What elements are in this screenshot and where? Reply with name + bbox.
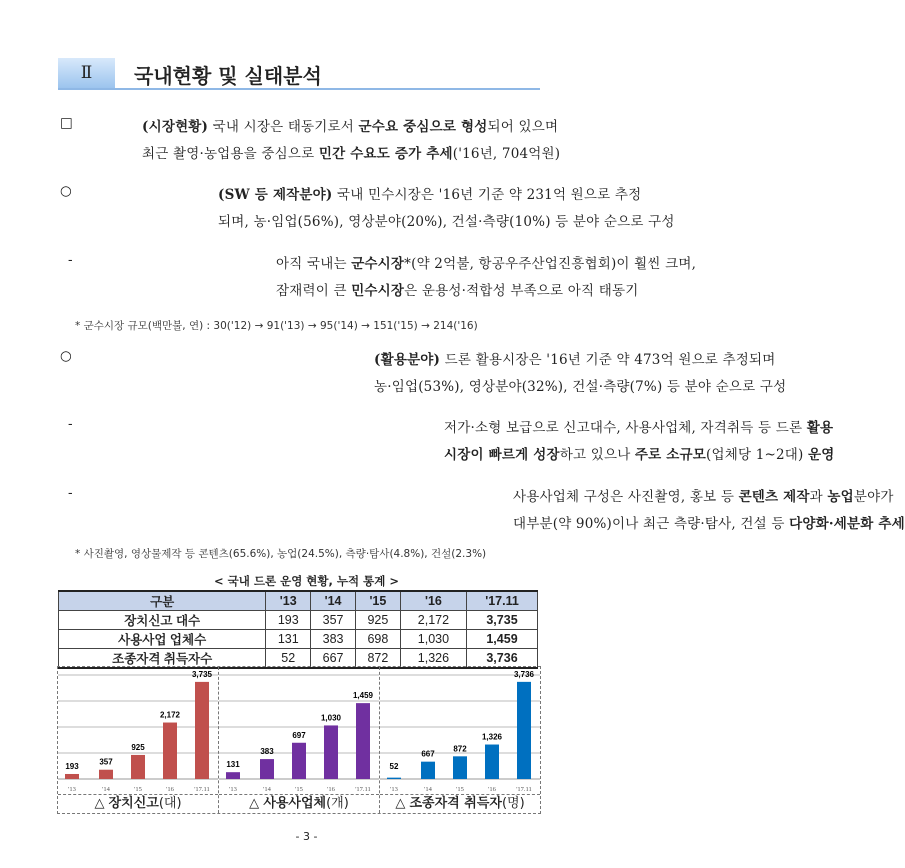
chart-title-text: 장치신고 [108, 796, 159, 811]
bar-chart [58, 667, 218, 794]
chart-title [219, 794, 379, 813]
bar [226, 772, 240, 779]
data-label: 1,030 [320, 713, 342, 723]
bar [387, 778, 401, 779]
bold-text: 시장이 빠르게 성장 [444, 447, 560, 463]
table-cell: 1,459 [467, 630, 538, 649]
x-tick-label: '16 [166, 786, 174, 793]
x-tick-label: '17.11 [516, 786, 532, 793]
bar [195, 682, 209, 779]
row-label: 조종자격 취득자수 [59, 649, 266, 669]
page-number: - 3 - [295, 830, 318, 843]
triangle-icon: △ [395, 796, 406, 811]
data-label: 667 [421, 749, 435, 759]
column-header: '13 [266, 591, 311, 611]
x-tick-label: '17.11 [194, 786, 210, 793]
chart-title-text: (명) [501, 796, 525, 811]
bold-text: 다양화·세분화 추세 [789, 516, 905, 532]
bar [260, 759, 274, 779]
paragraph-line [513, 512, 905, 532]
table-cell: 193 [266, 611, 311, 630]
x-tick-label: '15 [134, 786, 142, 793]
x-tick-label: '14 [263, 786, 271, 793]
bar [131, 755, 145, 779]
bold-text: (시장현황) [142, 119, 209, 135]
bold-text: (활용분야) [374, 352, 441, 368]
section-title: 국내현황 및 실태분석 [134, 64, 322, 88]
data-label: 697 [292, 730, 306, 740]
data-label: 193 [65, 761, 79, 771]
bar [517, 682, 531, 779]
column-header: '17.11 [467, 591, 538, 611]
triangle-icon: △ [249, 796, 260, 811]
bold-text: (SW 등 제작분야) [218, 187, 333, 203]
x-tick-label: '13 [390, 786, 398, 793]
text: (업체당 1~2대) [706, 447, 809, 463]
bar-chart [219, 667, 379, 794]
text: 국내 시장은 태동기로서 [208, 119, 359, 135]
chart-title-text: 사용사업체 [263, 796, 327, 811]
chart-title [380, 794, 540, 813]
text: 은 운용성·적합성 부족으로 아직 태동기 [404, 283, 639, 299]
table-caption: < 국내 드론 운영 현황, 누적 통계 > [214, 574, 399, 588]
table-row [59, 611, 538, 630]
paragraph-line [218, 210, 675, 230]
bar-chart-panel [58, 667, 219, 813]
table-cell: 3,735 [467, 611, 538, 630]
row-label: 사용사업 업체수 [59, 630, 266, 649]
x-tick-label: '13 [68, 786, 76, 793]
text: 하고 있으나 [559, 447, 635, 463]
bar [324, 725, 338, 779]
bar [163, 723, 177, 779]
paragraph-line [444, 416, 833, 436]
paragraph-line [444, 443, 835, 463]
table-cell: 357 [311, 611, 356, 630]
bullet-marker: - [68, 252, 73, 268]
section-number: Ⅱ [58, 58, 115, 88]
drone-stats-table [58, 590, 538, 669]
table-cell: 3,736 [467, 649, 538, 669]
table-cell: 667 [311, 649, 356, 669]
table-row [59, 630, 538, 649]
bold-text: 민간 수요도 증가 추세 [318, 146, 453, 162]
table-cell: 52 [266, 649, 311, 669]
x-tick-label: '16 [488, 786, 496, 793]
bar-chart [380, 667, 540, 794]
table-cell: 925 [355, 611, 400, 630]
bold-text: 농업 [827, 489, 854, 505]
data-label: 2,172 [159, 710, 181, 720]
paragraph-line [513, 485, 894, 505]
x-tick-label: '13 [229, 786, 237, 793]
table-cell: 383 [311, 630, 356, 649]
data-label: 925 [131, 742, 145, 752]
bold-text: 활용 [806, 420, 834, 436]
table-cell: 872 [355, 649, 400, 669]
row-label: 장치신고 대수 [59, 611, 266, 630]
charts-container [57, 666, 541, 814]
bar-chart-panel [380, 667, 540, 813]
bar [356, 703, 370, 779]
bullet-marker: ○ [60, 348, 72, 364]
text: 대부분(약 90%)이나 최근 측량·탐사, 건설 등 [513, 516, 790, 532]
table-cell: 2,172 [400, 611, 466, 630]
bar-chart-panel [219, 667, 380, 813]
chart-title [58, 794, 218, 813]
text: 농·임업(53%), 영상분야(32%), 건설·측량(7%) 등 분야 순으로 구성 [374, 379, 787, 395]
text: 사용사업체 구성은 사진촬영, 홍보 등 [513, 489, 739, 505]
bar [292, 743, 306, 779]
chart-title-text: 조종자격 취득자 [409, 796, 502, 811]
x-tick-label: '15 [456, 786, 464, 793]
bar [453, 756, 467, 779]
data-label: 1,326 [481, 732, 503, 742]
x-tick-label: '16 [327, 786, 335, 793]
bold-text: 군수요 중심으로 형성 [358, 119, 488, 135]
text: 되어 있으며 [487, 119, 559, 135]
data-label: 1,459 [352, 691, 374, 701]
text: 분야가 [853, 489, 894, 505]
data-label: 383 [260, 747, 274, 757]
data-label: 357 [99, 757, 113, 767]
column-header: '16 [400, 591, 466, 611]
data-label: 872 [453, 744, 467, 754]
paragraph-line [374, 348, 776, 368]
paragraph-line [142, 115, 558, 135]
bullet-marker: - [68, 485, 73, 501]
bold-text: 운영 [808, 447, 835, 463]
text: 잠재력이 큰 [276, 283, 352, 299]
bar [485, 745, 499, 779]
bar [99, 770, 113, 779]
table-cell: 698 [355, 630, 400, 649]
text: ('16년, 704억원) [452, 146, 561, 162]
table-cell: 1,030 [400, 630, 466, 649]
text: 드론 활용시장은 '16년 기준 약 473억 원으로 추정되며 [440, 352, 776, 368]
data-label: 3,736 [513, 669, 535, 679]
x-tick-label: '17.11 [355, 786, 371, 793]
text: 아직 국내는 [276, 256, 352, 272]
text: 저가·소형 보급으로 신고대수, 사용사업체, 자격취득 등 드론 [444, 420, 807, 436]
bullet-marker: - [68, 416, 73, 432]
x-tick-label: '14 [102, 786, 110, 793]
data-label: 3,735 [191, 669, 213, 679]
text: 최근 촬영·농업용을 중심으로 [142, 146, 319, 162]
x-tick-label: '14 [424, 786, 432, 793]
paragraph-line [276, 279, 638, 299]
bar [65, 774, 79, 779]
paragraph-line [142, 142, 560, 162]
chart-title-text: (대) [158, 796, 182, 811]
chart-title-text: (개) [326, 796, 349, 811]
bar [421, 762, 435, 779]
column-header: 구분 [59, 591, 266, 611]
bullet-marker: ○ [60, 183, 72, 199]
paragraph-line [374, 375, 786, 395]
bold-text: 군수시장 [351, 256, 405, 272]
paragraph-line [218, 183, 641, 203]
paragraph-line [276, 252, 696, 272]
table-cell: 131 [266, 630, 311, 649]
column-header: '14 [311, 591, 356, 611]
bold-text: 민수시장 [351, 283, 405, 299]
text: 과 [809, 489, 828, 505]
data-label: 52 [389, 762, 399, 771]
text: *(약 2억불, 항공우주산업진흥협회)이 훨씬 크며, [404, 256, 697, 272]
footnote-business-composition: * 사진촬영, 영상물제작 등 콘텐츠(65.6%), 농업(24.5%), 측량·탐사(4.8%), 건설(2.3%) [75, 548, 487, 560]
x-tick-label: '15 [295, 786, 303, 793]
footnote-military-market: * 군수시장 규모(백만불, 연) : 30('12) → 91('13) → 95('14) → 151('15) → 214('16) [75, 320, 478, 332]
column-header: '15 [355, 591, 400, 611]
triangle-icon: △ [94, 796, 105, 811]
bullet-marker: □ [60, 115, 73, 131]
bold-text: 콘텐츠 제작 [738, 489, 810, 505]
bold-text: 주로 소규모 [634, 447, 707, 463]
table-cell: 1,326 [400, 649, 466, 669]
data-label: 131 [226, 760, 240, 770]
text: 되며, 농·임업(56%), 영상분야(20%), 건설·측량(10%) 등 분야 순으로 구성 [218, 214, 675, 230]
text: 국내 민수시장은 '16년 기준 약 231억 원으로 추정 [332, 187, 642, 203]
section-header [58, 58, 540, 90]
